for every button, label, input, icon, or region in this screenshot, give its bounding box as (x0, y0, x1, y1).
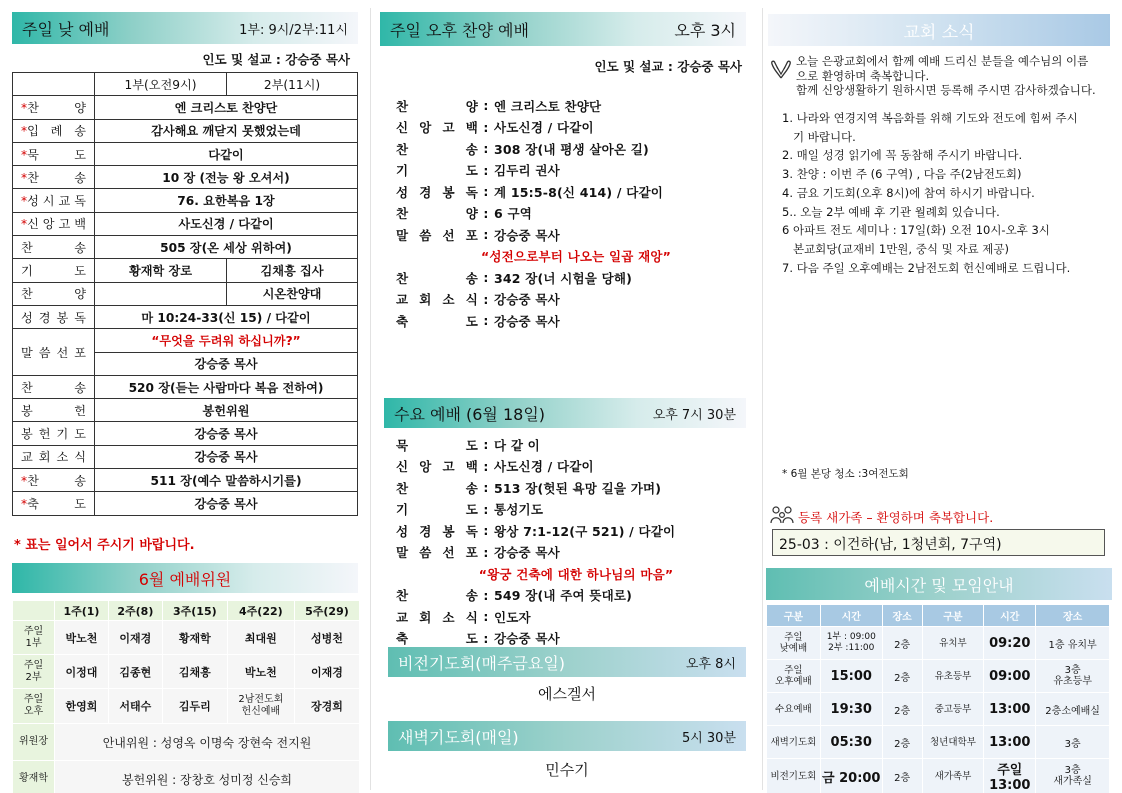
schedule-cell: 주일 오후예배 (767, 660, 821, 693)
leader-line: 인도 및 설교 : 강승중 목사 (594, 59, 742, 74)
program-row: 찬 송 : 308 장(내 평생 살아온 길) (396, 138, 736, 160)
program-row: 찬 송 : 549 장(내 주여 뜻대로) (396, 585, 736, 607)
wednesday-program (396, 434, 736, 649)
program-row: 축 도 : 강승중 목사 (396, 310, 736, 332)
schedule-cell: 유치부 (922, 627, 984, 660)
program-key: 축 도 (396, 313, 478, 329)
duty-week-header: 5주(29) (294, 601, 359, 621)
schedule-cell: 05:30 (820, 726, 882, 759)
schedule-cell: 3층 새가족실 (1036, 759, 1110, 793)
dawn-prayer-header (388, 721, 746, 751)
service-row (13, 96, 358, 119)
service-row-value: 봉헌위원 (95, 399, 358, 422)
vision-prayer-header (388, 647, 746, 677)
news-item: 4. 금요 기도회(오후 8시)에 참여 하시기 바랍니다. (782, 185, 1035, 200)
service-row-label: 찬 송 (13, 375, 95, 398)
program-value: 강승중 목사 (494, 545, 560, 561)
service-row (13, 236, 358, 259)
program-value: 342 장(너 시험을 당해) (494, 270, 633, 286)
program-key: 신 앙 고 백 (396, 459, 478, 475)
service-row-label: 봉 헌 (13, 399, 95, 422)
service-1-header: 1부(오전9시) (95, 73, 227, 96)
service-row-value: 강승중 목사 (95, 422, 358, 445)
schedule-cell: 2층 (882, 759, 922, 793)
section-time: 오후 3시 (674, 20, 736, 40)
schedule-cell: 2층 (882, 693, 922, 726)
program-row: 신 앙 고 백 : 사도신경 / 다같이 (396, 456, 736, 478)
section-time: 오후 8시 (685, 656, 736, 672)
duty-row-head-line: 오후 (23, 706, 44, 717)
duty-week-header: 2주(8) (108, 601, 162, 621)
duty-cell: 성병천 (294, 621, 359, 655)
program-value: 왕상 7:1-12(구 521) / 다같이 (494, 523, 676, 539)
program-row: 말 씀 선 포 : 강승중 목사 (396, 224, 736, 246)
program-key: 찬 양 (396, 206, 478, 222)
program-row: 교 회 소 식 : 강승중 목사 (396, 289, 736, 311)
duty-row-head-line: 주일 (23, 659, 44, 671)
duty-week-header: 1주(1) (55, 601, 109, 621)
duty-cell: 박노천 (55, 621, 109, 655)
service-row (13, 399, 358, 422)
schedule-cell: 09:00 (984, 660, 1036, 693)
section-time: 오후 7시 30분 (652, 407, 736, 423)
service-row-label: *찬 송 (13, 469, 95, 492)
schedule-cell: 2층소예배실 (1036, 693, 1110, 726)
news-item: 3. 찬양 : 이번 주 (6 구역) , 다음 주(2남전도회) (782, 167, 1022, 182)
afternoon-header (380, 12, 746, 46)
schedule-col-header: 구분 (767, 605, 821, 627)
prayer-label: 기 도 (13, 259, 95, 282)
duty-cell: 이정대 (55, 655, 109, 689)
service-2-header: 2부(11시) (227, 73, 358, 96)
news-item: 본교회당(교재비 1만원, 중식 및 자료 제공) (782, 241, 1009, 256)
afternoon-program (396, 95, 736, 332)
sermon-title: “왕궁 건축에 대한 하나님의 마음” (478, 566, 674, 582)
afternoon-column (372, 0, 762, 793)
duty-foot-text: 안내위원 : 성영옥 이명숙 장현숙 전지원 (55, 724, 360, 761)
service-row-label: *찬 송 (13, 166, 95, 189)
duty-row-head (13, 655, 55, 689)
program-value: 308 장(내 평생 살아온 길) (494, 141, 649, 157)
program-value: 549 장(내 주여 뜻대로) (494, 588, 633, 604)
section-title: 예배시간 및 모임안내 (864, 575, 1014, 595)
program-row: 말 씀 선 포 : 강승중 목사 (396, 542, 736, 564)
leader-line: 인도 및 설교 : 강승중 목사 (202, 52, 350, 67)
sermon-label: 말 씀 선 포 (13, 329, 95, 376)
program-key: 묵 도 (396, 437, 478, 453)
service-row-value: 76. 요한복음 1장 (95, 189, 358, 212)
program-row: 기 도 : 통성기도 (396, 499, 736, 521)
program-row: 찬 양 : 엔 크리스토 찬양단 (396, 95, 736, 117)
schedule-cell: 19:30 (820, 693, 882, 726)
program-value: 통성기도 (494, 502, 544, 518)
news-item: 5.. 오늘 2부 예배 후 기관 월례회 있습니다. (782, 204, 1000, 219)
duty-cell: 이재경 (294, 655, 359, 689)
praying-hands-icon (768, 58, 796, 82)
schedule-col-header: 시간 (984, 605, 1036, 627)
schedule-cell: 중고등부 (922, 693, 984, 726)
service-row-value: 520 장(듣는 사람마다 복음 전하여) (95, 375, 358, 398)
service-row-value: 강승중 목사 (95, 492, 358, 515)
service-row-value: 엔 크리스토 찬양단 (95, 96, 358, 119)
program-value: 6 구역 (494, 206, 532, 222)
duty-week-header: 3주(15) (162, 601, 227, 621)
service-row-value: 다같이 (95, 142, 358, 165)
sermon-preacher: 강승중 목사 (95, 352, 358, 375)
program-key: 찬 송 (396, 141, 478, 157)
sermon-title: “성전으로부터 나오는 일곱 재앙” (480, 249, 672, 265)
program-key: 찬 양 (396, 98, 478, 114)
section-title: 새벽기도회(매일) (398, 727, 519, 747)
duty-cell: 장경희 (294, 689, 359, 724)
vision-prayer-book: 에스겔서 (538, 685, 596, 703)
duty-row-head-line: 1부 (25, 637, 42, 649)
schedule-cell: 청년대학부 (922, 726, 984, 759)
service-row-label: *찬 양 (13, 96, 95, 119)
duty-header (12, 563, 358, 593)
worship-duty-table (12, 600, 360, 793)
program-value: 강승중 목사 (494, 631, 560, 647)
news-item: 7. 다음 주일 오후예배는 2남전도회 헌신예배로 드립니다. (782, 260, 1071, 275)
service-row (13, 422, 358, 445)
duty-cell: 김채흥 (162, 655, 227, 689)
section-title: 주일 오후 찬양 예배 (390, 20, 529, 40)
schedule-col-header: 장소 (1036, 605, 1110, 627)
program-key: 말 씀 선 포 (396, 227, 478, 243)
duty-foot-head: 위원장 (13, 724, 55, 761)
duty-foot-row (13, 761, 360, 793)
program-key: 신 앙 고 백 (396, 120, 478, 136)
program-row: 기 도 : 김두리 권사 (396, 160, 736, 182)
news-item: 기 바랍니다. (782, 129, 856, 144)
program-value: 다 같 이 (494, 437, 540, 453)
welcome-line: 함께 신앙생활하기 원하시면 등록해 주시면 감사하겠습니다. (796, 83, 1096, 97)
welcome-line: 으로 환영하며 축복합니다. (796, 68, 930, 83)
service-row (13, 492, 358, 515)
schedule-row (767, 660, 1110, 693)
program-value: 강승중 목사 (494, 227, 560, 243)
schedule-cell: 3층 유초등부 (1036, 660, 1110, 693)
duty-foot-head: 황재학 (13, 761, 55, 793)
meeting-schedule-table (766, 604, 1110, 793)
schedule-cell: 1층 유치부 (1036, 627, 1110, 660)
service-row (13, 469, 358, 492)
duty-row-head (13, 689, 55, 724)
prayer-1: 황재학 장로 (95, 259, 227, 282)
duty-title: 6월 예배위원 (138, 569, 232, 589)
family-icon (770, 505, 794, 525)
service-row-label: 봉 헌 기 도 (13, 422, 95, 445)
service-row-value: 505 장(온 세상 위하여) (95, 236, 358, 259)
welcome-line: 오늘 은광교회에서 함께 예배 드리신 분들을 예수님의 이름 (796, 54, 1089, 68)
cleaning-notice: * 6월 본당 청소 :3여전도회 (782, 468, 909, 480)
program-value: 강승중 목사 (494, 313, 560, 329)
program-key: 축 도 (396, 631, 478, 647)
duty-cell: 김두리 (162, 689, 227, 724)
program-value: 사도신경 / 다같이 (494, 459, 594, 475)
program-value: 513 장(헛된 욕망 길을 가며) (494, 480, 662, 496)
program-row: 교 회 소 식 : 인도자 (396, 606, 736, 628)
newcomer-title: 등록 새가족 – 환영하며 축복합니다. (798, 510, 994, 525)
news-header (768, 14, 1110, 46)
duty-cell: 서태수 (108, 689, 162, 724)
program-row: 찬 양 : 6 구역 (396, 203, 736, 225)
service-row-value: 10 장 (전능 왕 오셔서) (95, 166, 358, 189)
service-row-value: 사도신경 / 다같이 (95, 212, 358, 235)
schedule-cell: 수요예배 (767, 693, 821, 726)
service-row (13, 375, 358, 398)
duty-row (13, 655, 360, 689)
program-value: 김두리 권사 (494, 163, 560, 179)
news-item: 2. 매일 성경 읽기에 꼭 동참해 주시기 바랍니다. (782, 148, 1023, 163)
duty-row-head-line: 2부 (25, 671, 42, 683)
scripture-value: 마 10:24-33(신 15) / 다같이 (95, 305, 358, 328)
service-row-label: *성 시 교 독 (13, 189, 95, 212)
program-row: 성 경 봉 독 : 왕상 7:1-12(구 521) / 다같이 (396, 520, 736, 542)
service-row-label: *묵 도 (13, 142, 95, 165)
program-key: 찬 송 (396, 588, 478, 604)
sermon-title: “무엇을 두려워 하십니까?” (95, 329, 358, 352)
service-row-label: *입 례 송 (13, 119, 95, 142)
duty-foot-text: 봉헌위원 : 장창호 성미정 신승희 (55, 761, 360, 793)
program-row: 찬 송 : 513 장(헛된 욕망 길을 가며) (396, 477, 736, 499)
program-value: 계 15:5-8(신 414) / 다같이 (494, 184, 664, 200)
program-key: 교 회 소 식 (396, 609, 478, 625)
newcomer-box: 25-03 : 이건하(남, 1청년회, 7구역) (772, 529, 1105, 556)
duty-row-head-line: 주일 (23, 694, 44, 705)
service-row-label: 찬 송 (13, 236, 95, 259)
program-row: 성 경 봉 독 : 계 15:5-8(신 414) / 다같이 (396, 181, 736, 203)
schedule-cell: 13:00 (984, 726, 1036, 759)
schedule-cell: 2층 (882, 726, 922, 759)
program-value: 인도자 (494, 609, 531, 625)
section-title: 주일 낮 예배 (22, 19, 110, 39)
schedule-cell: 유초등부 (922, 660, 984, 693)
schedule-cell: 주일 13:00 (984, 759, 1036, 793)
program-value: 강승중 목사 (494, 292, 560, 308)
duty-foot-row (13, 724, 360, 761)
program-key: 기 도 (396, 163, 478, 179)
program-row: 축 도 : 강승중 목사 (396, 628, 736, 650)
scripture-label: 성 경 봉 독 (13, 305, 95, 328)
section-time: 1부: 9시/2부:11시 (239, 22, 348, 38)
schedule-col-header: 시간 (820, 605, 882, 627)
duty-cell: 김종현 (108, 655, 162, 689)
schedule-row (767, 759, 1110, 793)
program-value: 사도신경 / 다같이 (494, 120, 594, 136)
schedule-cell: 새벽기도회 (767, 726, 821, 759)
schedule-row (767, 627, 1110, 660)
service-row-label: *축 도 (13, 492, 95, 515)
news-list (782, 109, 1112, 277)
news-item: 6 아파트 전도 세미나 : 17일(화) 오전 10시-오후 3시 (782, 223, 1050, 238)
schedule-cell: 15:00 (820, 660, 882, 693)
schedule-header (766, 568, 1112, 600)
program-row: 묵 도 : 다 같 이 (396, 434, 736, 456)
duty-cell: 이재경 (108, 621, 162, 655)
section-title: 비전기도회(매주금요일) (398, 653, 566, 673)
schedule-row (767, 693, 1110, 726)
schedule-cell: 1부 : 09:00 2부 :11:00 (820, 627, 882, 660)
prayer-2: 김채흥 집사 (227, 259, 358, 282)
duty-row-head-line: 주일 (23, 625, 44, 637)
schedule-cell: 새가족부 (922, 759, 984, 793)
service-row (13, 166, 358, 189)
program-key: 찬 송 (396, 480, 478, 496)
service-row-label: 교 회 소 식 (13, 445, 95, 468)
schedule-cell: 주일 낮예배 (767, 627, 821, 660)
duty-week-header: 4주(22) (227, 601, 294, 621)
news-item: 1. 나라와 연경지역 복음화를 위해 기도와 전도에 힘써 주시 (782, 111, 1078, 125)
duty-cell: 2남전도회 헌신예배 (227, 689, 294, 724)
duty-cell: 한영희 (55, 689, 109, 724)
duty-row-head (13, 621, 55, 655)
service-row-value: 511 장(예수 말씀하시기를) (95, 469, 358, 492)
program-key: 말 씀 선 포 (396, 545, 478, 561)
section-title: 교회 소식 (903, 22, 975, 43)
sunday-morning-header (12, 12, 358, 44)
duty-row (13, 621, 360, 655)
program-row: 신 앙 고 백 : 사도신경 / 다같이 (396, 117, 736, 139)
service-row (13, 189, 358, 212)
schedule-col-header: 구분 (922, 605, 984, 627)
schedule-cell: 09:20 (984, 627, 1036, 660)
section-time: 5시 30분 (681, 730, 736, 746)
choir-label: 찬 양 (13, 282, 95, 305)
sunday-morning-column (0, 0, 370, 793)
schedule-cell: 금 20:00 (820, 759, 882, 793)
schedule-row (767, 726, 1110, 759)
program-key: 기 도 (396, 502, 478, 518)
program-key: 성 경 봉 독 (396, 523, 478, 539)
choir-2: 시온찬양대 (227, 282, 358, 305)
service-row-label: *신 앙 고 백 (13, 212, 95, 235)
duty-cell: 박노천 (227, 655, 294, 689)
schedule-cell: 13:00 (984, 693, 1036, 726)
section-title: 수요 예배 (6월 18일) (394, 404, 546, 424)
welcome-message (796, 54, 1116, 98)
service-row (13, 119, 358, 142)
service-row-value: 강승중 목사 (95, 445, 358, 468)
service-row (13, 212, 358, 235)
order-of-service-table (12, 72, 358, 516)
schedule-col-header: 장소 (882, 605, 922, 627)
program-key: 성 경 봉 독 (396, 184, 478, 200)
duty-cell: 황재학 (162, 621, 227, 655)
duty-cell: 최대원 (227, 621, 294, 655)
dawn-prayer-book: 민수기 (545, 761, 589, 779)
service-row (13, 445, 358, 468)
schedule-cell: 비전기도회 (767, 759, 821, 793)
program-value: 엔 크리스토 찬양단 (494, 98, 602, 114)
service-row (13, 142, 358, 165)
service-row-value: 감사해요 깨닫지 못했었는데 (95, 119, 358, 142)
schedule-cell: 2층 (882, 660, 922, 693)
wednesday-header (384, 398, 746, 428)
program-key: 교 회 소 식 (396, 292, 478, 308)
program-key: 찬 송 (396, 270, 478, 286)
standing-footnote: * 표는 일어서 주시기 바랍니다. (14, 538, 195, 553)
schedule-cell: 2층 (882, 627, 922, 660)
program-row: 찬 송 : 342 장(너 시험을 당해) (396, 267, 736, 289)
duty-row (13, 689, 360, 724)
schedule-cell: 3층 (1036, 726, 1110, 759)
